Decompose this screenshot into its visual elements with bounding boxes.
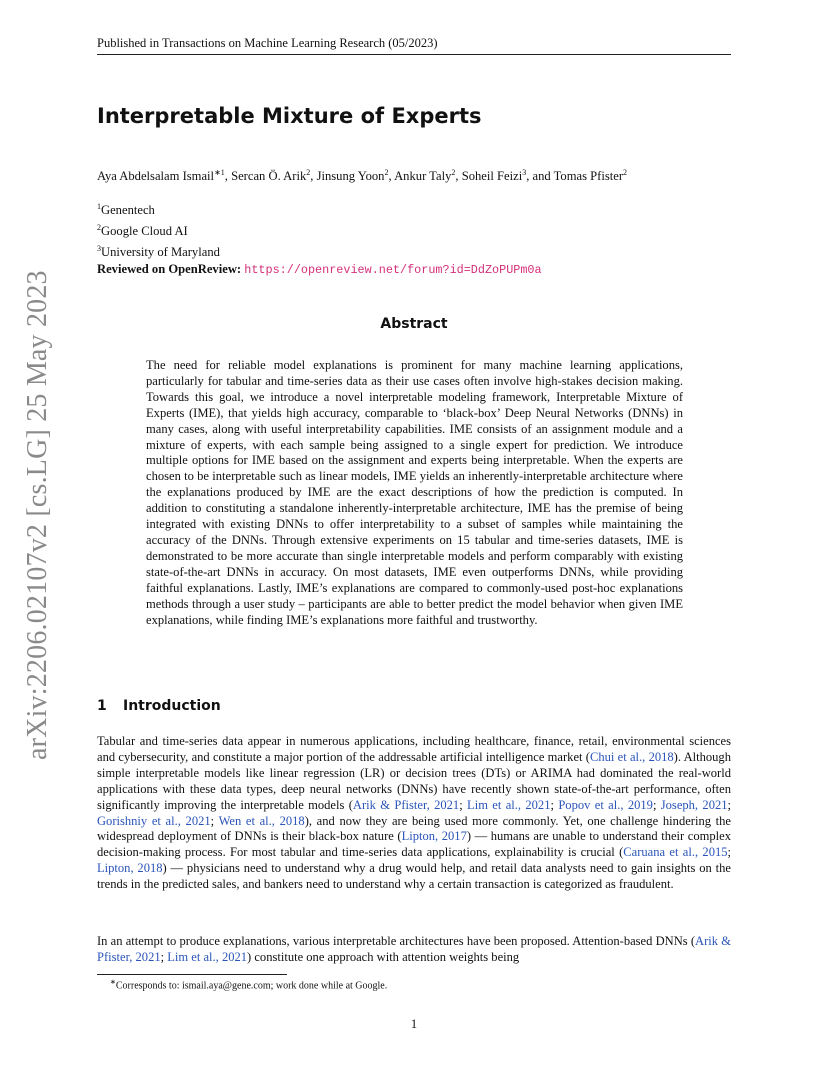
affiliation-list bbox=[97, 198, 220, 262]
section-number: 1 bbox=[97, 698, 107, 714]
openreview-link[interactable]: https://openreview.net/forum?id=DdZoPUPm0a bbox=[244, 263, 542, 277]
body-text: ; bbox=[210, 813, 219, 828]
author-separator: , and bbox=[526, 169, 554, 184]
body-text: Tabular and time-series data appear in numerous applications, including healthcare, finance, retail, environmental sciences and cybersecurity, and constitute a major portion of the addressable artificial intelligence market ( bbox=[97, 734, 731, 764]
citation-link[interactable]: Lim et al., 2021 bbox=[167, 949, 248, 964]
intro-paragraph bbox=[97, 734, 731, 893]
paper-title: Interpretable Mixture of Experts bbox=[97, 104, 482, 128]
body-text: ) — physicians need to understand why a drug would help, and retail data analysts need to gain insights on the trends in the predicted sales, and bankers need to understand why a certain transaction is categorized as fraudulent. bbox=[97, 861, 731, 892]
citation-link[interactable]: Arik & Pfister, 2021 bbox=[97, 934, 732, 964]
citation-link[interactable]: Wen et al., 2018 bbox=[218, 813, 305, 828]
citation-link[interactable]: Caruana et al., 2015 bbox=[623, 845, 728, 860]
author-name: Jinsung Yoon bbox=[316, 169, 385, 184]
body-text: ) — humans are unable to understand their complex decision-making process. For most tabular and time-series data applications, explainability is crucial ( bbox=[97, 829, 731, 860]
footnote-mark: ∗ bbox=[110, 978, 116, 986]
author-name: Aya Abdelsalam Ismail bbox=[97, 169, 215, 184]
author-separator: , bbox=[455, 169, 462, 184]
author-affil-mark: ∗1 bbox=[214, 168, 225, 177]
body-text: ; bbox=[160, 949, 168, 964]
affiliation-name: Genentech bbox=[101, 203, 155, 218]
page-number: 1 bbox=[410, 1017, 418, 1031]
author-separator: , bbox=[388, 169, 395, 184]
author-name: Tomas Pfister bbox=[553, 169, 624, 184]
author-affil-mark: 2 bbox=[384, 168, 389, 177]
citation-link[interactable]: Gorishniy et al., 2021 bbox=[97, 813, 211, 828]
arxiv-stamp: arXiv:2206.02107v2 [cs.LG] 25 May 2023 bbox=[22, 270, 53, 760]
citation-link[interactable]: Chui et al., 2018 bbox=[589, 749, 674, 764]
body-text: In an attempt to produce explanations, various interpretable architectures have been proposed. Attention-based DNNs ( bbox=[97, 934, 696, 948]
affiliation-name: Google Cloud AI bbox=[101, 224, 188, 239]
author-separator: , bbox=[310, 169, 317, 184]
footnote bbox=[110, 978, 387, 991]
affiliation bbox=[97, 219, 220, 240]
body-text: ) constitute one approach with attention weights being bbox=[247, 949, 520, 964]
author-list bbox=[97, 168, 737, 184]
affiliation-mark: 1 bbox=[97, 202, 101, 211]
author-separator: , bbox=[224, 169, 232, 184]
author-affil-mark: 2 bbox=[451, 168, 456, 177]
body-text: ; bbox=[459, 797, 468, 812]
reviewed-label: Reviewed on OpenReview: bbox=[97, 262, 242, 276]
affiliation-mark: 2 bbox=[97, 223, 101, 233]
citation-link[interactable]: Lim et al., 2021 bbox=[467, 797, 551, 812]
affiliation bbox=[97, 198, 220, 219]
section-heading bbox=[97, 698, 221, 714]
abstract-text: The need for reliable model explanations is prominent for many machine learning applications, particularly for tabular and time-series data as their use cases often involve high-stakes decision making. Towards this goal, we introduce a novel interpretable modeling framework, Interpretable Mixture of Experts (IME), that yields high accuracy, comparable to ‘black-box’ Deep Neural Networks (DNNs) in many cases, along with useful interpretability capabilities. IME consists of an assignment module and a mixture of experts, with each sample being assigned to a single expert for prediction. We introduce multiple options for IME based on the assignment and experts being interpretable. When the experts are chosen to be interpretable such as linear models, IME yields an inherently-interpretable architecture where the explanations produced by IME are the exact descriptions of how the prediction is computed. In addition to constituting a standalone inherently-interpretable architecture, IME has the premise of being integrated with existing DNNs to offer interpretability to a subset of samples while maintaining the accuracy of the DNNs. Through extensive experiments on 15 tabular and time-series datasets, IME is demonstrated to be more accurate than single interpretable models and perform comparably with existing state-of-the-art DNNs in accuracy. On most datasets, IME even outperforms DNNs, while providing faithful explanations. Lastly, IME’s explanations are compared to commonly-used post-hoc explanations methods through a user study – participants are able to better predict the model behavior when given IME explanations, while finding IME’s explanations more faithful and trustworthy. bbox=[146, 358, 683, 627]
citation-link[interactable]: Lipton, 2018 bbox=[97, 861, 163, 876]
abstract-heading: Abstract bbox=[380, 316, 448, 332]
section-title: Introduction bbox=[123, 698, 221, 714]
author-affil-mark: 3 bbox=[522, 168, 527, 177]
author-affil-mark: 2 bbox=[306, 168, 311, 177]
author-name: Ankur Taly bbox=[394, 169, 452, 184]
footnote-text: Corresponds to: ismail.aya@gene.com; work done while at Google. bbox=[115, 980, 388, 992]
body-text: ; bbox=[727, 845, 732, 860]
body-text: ). Although simple interpretable models like linear regression (LR) or decision trees (DTs) or ARIMA had dominated the real-world applications with these data types, deep neural networks (DNNs) have recently shown state-of-the-art performance, often significantly improving the interpretable models ( bbox=[97, 749, 731, 812]
author-name: Sercan Ö. Arik bbox=[231, 169, 307, 184]
body-text: ; bbox=[550, 797, 559, 812]
reviewed-line bbox=[97, 262, 542, 277]
body-text: ; bbox=[652, 797, 661, 812]
citation-link[interactable]: Arik & Pfister, 2021 bbox=[352, 797, 460, 812]
body-text: ; bbox=[727, 797, 732, 812]
citation-link[interactable]: Joseph, 2021 bbox=[660, 797, 728, 812]
body-text: ), and now they are being used more commonly. Yet, one challenge hindering the widespread deployment of DNNs is their black-box nature ( bbox=[97, 813, 731, 844]
citation-link[interactable]: Popov et al., 2019 bbox=[558, 797, 653, 812]
affiliation-mark: 3 bbox=[97, 244, 101, 254]
citation-link[interactable]: Lipton, 2017 bbox=[401, 829, 467, 844]
affiliation bbox=[97, 240, 220, 261]
intro-paragraph bbox=[97, 934, 731, 966]
author-affil-mark: 2 bbox=[623, 168, 628, 177]
running-header: Published in Transactions on Machine Learning Research (05/2023) bbox=[97, 36, 731, 55]
author-name: Soheil Feizi bbox=[461, 169, 523, 184]
footnote-rule bbox=[97, 974, 287, 975]
affiliation-name: University of Maryland bbox=[101, 245, 220, 260]
